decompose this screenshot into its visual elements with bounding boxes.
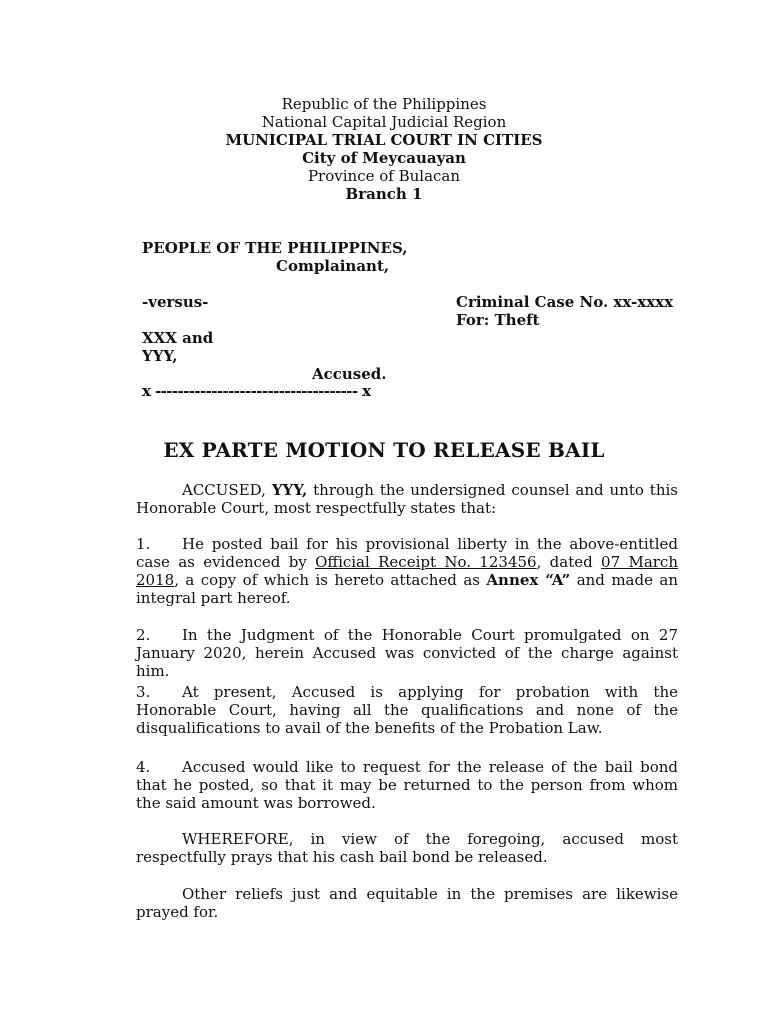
other-reliefs-paragraph: Other reliefs just and equitable in the premises are likewise prayed for.: [136, 885, 678, 921]
paragraph-number: 1.: [136, 535, 151, 553]
receipt-date: 07 March 2018: [136, 553, 678, 589]
paragraph-number: 3.: [136, 683, 151, 701]
header-city: City of Meycauayan: [302, 149, 466, 167]
wherefore-paragraph: WHEREFORE, in view of the foregoing, accused most respectfully prays that his cash bail bond be released.: [136, 830, 678, 866]
paragraph-number: 4.: [136, 758, 151, 776]
case-number: Criminal Case No. xx-xxxx: [456, 293, 674, 311]
official-receipt-ref: Official Receipt No. 123456: [315, 553, 537, 571]
paragraph-1: [136, 535, 678, 607]
caption-divider: x ------------------------------------ x: [142, 382, 371, 400]
paragraph-number: 2.: [136, 626, 151, 644]
paragraph-2-text: In the Judgment of the Honorable Court promulgated on 27 January 2020, herein Accused was convicted of the charge against him.: [136, 626, 678, 680]
accused-name-2: YYY,: [142, 347, 178, 365]
paragraph-3: [136, 683, 678, 737]
complainant-label: Complainant,: [276, 257, 390, 275]
intro-post: through the undersigned counsel and unto this Honorable Court, most respectfully states that:: [136, 481, 678, 517]
accused-name-1: XXX and: [142, 329, 214, 347]
paragraph-1-text-d: and made an integral part hereof.: [136, 571, 678, 607]
header-branch: Branch 1: [345, 185, 423, 203]
motion-title: EX PARTE MOTION TO RELEASE BAIL: [163, 438, 605, 462]
versus-label: -versus-: [142, 293, 209, 311]
header-court: MUNICIPAL TRIAL COURT IN CITIES: [225, 131, 543, 149]
accused-label: Accused.: [312, 365, 387, 383]
header-region: National Capital Judicial Region: [261, 113, 507, 131]
paragraph-4: [136, 758, 678, 812]
complainant-name: PEOPLE OF THE PHILIPPINES,: [142, 239, 408, 257]
paragraph-1-text-a: He posted bail for his provisional liberty in the above-entitled case as evidenced by: [136, 535, 678, 571]
paragraph-4-text: Accused would like to request for the release of the bail bond that he posted, so that it may be returned to the person from whom the said amount was borrowed.: [136, 758, 678, 812]
header-province: Province of Bulacan: [307, 167, 461, 185]
intro-paragraph: [136, 481, 678, 517]
paragraph-3-text: At present, Accused is applying for probation with the Honorable Court, having all the qualifications and none of the disqualifications to avail of the benefits of the Probation Law.: [136, 683, 678, 737]
accused-name-bold: YYY,: [271, 481, 308, 499]
paragraph-1-text-b: , dated: [536, 553, 602, 571]
annex-ref: Annex “A”: [486, 571, 571, 589]
intro-pre: ACCUSED,: [182, 481, 272, 499]
paragraph-2: [136, 626, 678, 680]
paragraph-1-text-c: , a copy of which is hereto attached as: [174, 571, 487, 589]
case-offense: For: Theft: [456, 311, 540, 329]
header-republic: Republic of the Philippines: [281, 95, 487, 113]
